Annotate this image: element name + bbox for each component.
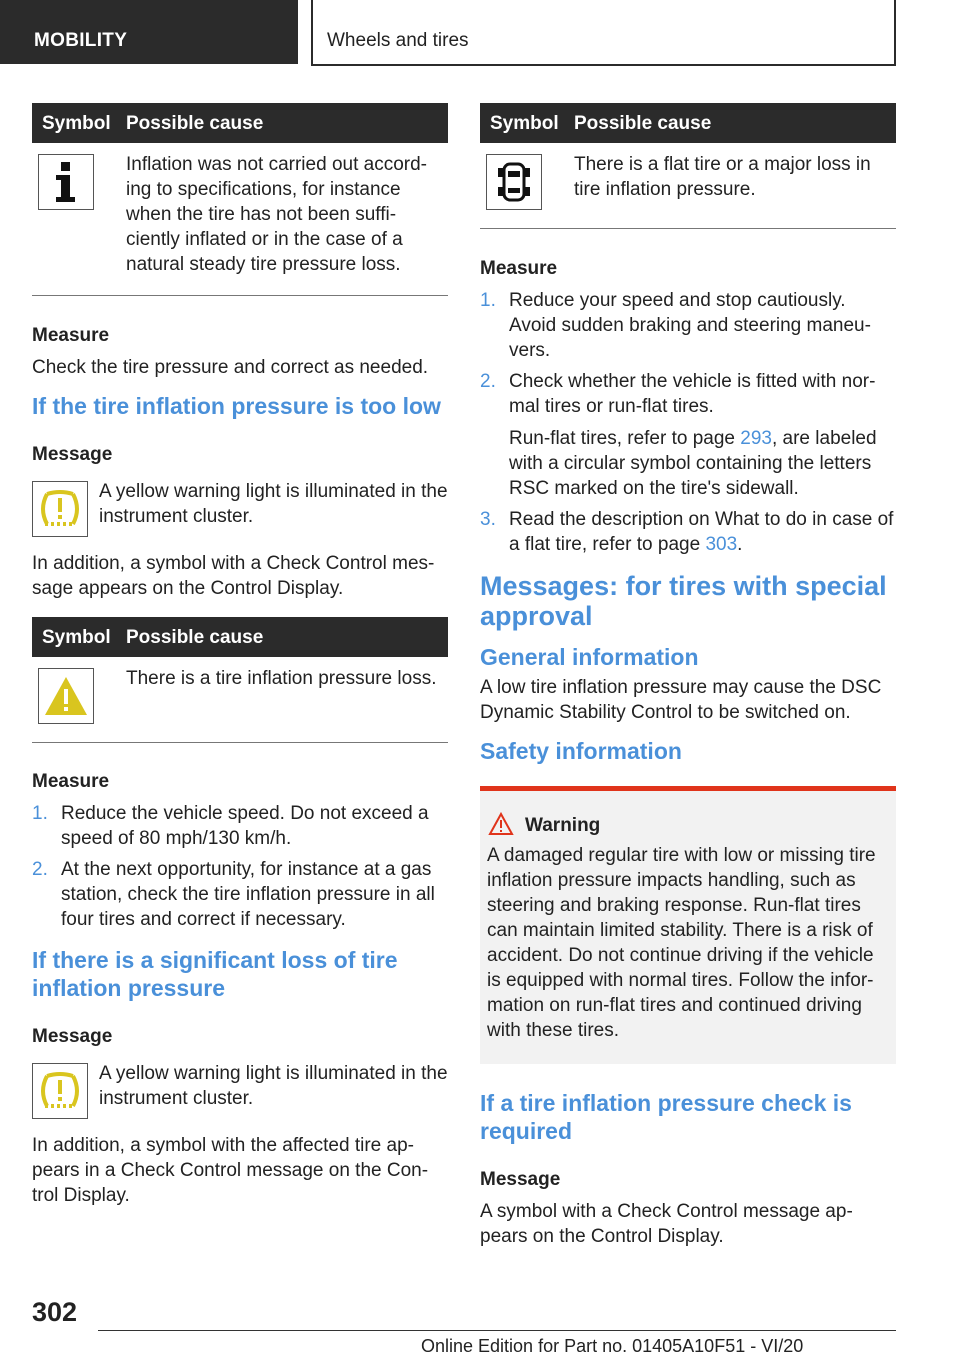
- col-symbol-header: Symbol: [32, 103, 126, 143]
- page-ref-link[interactable]: 303: [705, 534, 738, 555]
- warning-box: [480, 786, 896, 1064]
- edition-info: Online Edition for Part no. 01405A10F51 - VI/20: [421, 1336, 804, 1356]
- section-tab: MOBILITY: [0, 0, 298, 64]
- warning-title: Warning: [525, 815, 601, 836]
- message-label: Message: [32, 444, 113, 465]
- left-column: [32, 103, 448, 1208]
- cause-text: There is a flat tire or a major loss in tire inflation pressure.: [574, 143, 896, 229]
- step-item: [32, 857, 448, 932]
- chapter-tab: Wheels and tires: [311, 0, 896, 66]
- step-text: Reduce the vehicle speed. Do not exceed a speed of 80 mph/130 km/h.: [61, 803, 429, 849]
- car-flat-tire-icon: [486, 154, 542, 210]
- measure-steps: [480, 288, 896, 557]
- measure-text: Check the tire pressure and correct as needed.: [32, 357, 429, 378]
- step-number: 2.: [32, 859, 48, 880]
- message-label: Message: [480, 1169, 561, 1190]
- tire-pressure-warning-icon: [32, 481, 88, 537]
- message-text: A symbol with a Check Control message ap-pears on the Control Display.: [480, 1201, 853, 1247]
- warning-text: A damaged regular tire with low or missing tire inflation pressure impacts handling, such as steering and braking response. Run-flat tires can maintain limited stability. There is a risk of accident. Do not continue driving if the vehicle is equipped with normal tires. Follow the infor-mation on run-flat tires and continued driving with these tires.: [487, 845, 876, 1041]
- warning-triangle-icon: [487, 811, 515, 837]
- cause-text: Inflation was not carried out accord-ing to specifications, for instance when the tire has not been suffi-ciently inflated or in the case of a natural steady tire pressure loss.: [126, 143, 448, 296]
- measure-label: Measure: [32, 771, 110, 792]
- step-text: Read the description on What to do in case of a flat tire, refer to page: [509, 509, 894, 555]
- right-column: [480, 103, 896, 1249]
- measure-label: Measure: [480, 258, 558, 279]
- heading-safety-info: Safety information: [480, 738, 682, 764]
- message-row: [32, 1061, 448, 1125]
- step-item: [480, 507, 896, 557]
- heading-pressure-too-low: If the tire inflation pressure is too low: [32, 393, 441, 419]
- step-subtext: [509, 426, 896, 501]
- footer-divider: [98, 1330, 896, 1331]
- col-symbol-header: Symbol: [32, 617, 126, 657]
- general-text: A low tire inflation pressure may cause the DSC Dynamic Stability Control to be switched on.: [480, 677, 882, 723]
- heading-pressure-check: If a tire inflation pressure check is required: [480, 1090, 852, 1144]
- symbol-table-1: [32, 103, 448, 296]
- symbol-table-3: [480, 103, 896, 229]
- col-cause-header: Possible cause: [574, 103, 896, 143]
- heading-general-info: General information: [480, 644, 699, 670]
- message-text: A yellow warning light is illuminated in the instrument cluster.: [99, 481, 448, 527]
- heading-special-approval: Messages: for tires with special approval: [480, 571, 887, 631]
- step-item: [480, 369, 896, 501]
- message-row: [32, 479, 448, 543]
- step-number: 1.: [32, 803, 48, 824]
- symbol-table-2: [32, 617, 448, 743]
- step-text: At the next opportunity, for instance at a gas station, check the tire inflation pressure in all four tires and correct if necessary.: [61, 859, 435, 930]
- step-number: 1.: [480, 290, 496, 311]
- step-text: Reduce your speed and stop cautiously. Avoid sudden braking and steering maneu-vers.: [509, 290, 871, 361]
- addition-text: In addition, a symbol with the affected tire ap-pears in a Check Control message on the Con-trol Display.: [32, 1135, 429, 1206]
- warning-triangle-icon: [38, 668, 94, 724]
- step-item: [480, 288, 896, 363]
- tire-pressure-warning-icon: [32, 1063, 88, 1119]
- step-number: 3.: [480, 509, 496, 530]
- page-ref-link[interactable]: 293: [740, 428, 772, 449]
- col-symbol-header: Symbol: [480, 103, 574, 143]
- heading-significant-loss: If there is a significant loss of tire inflation pressure: [32, 947, 398, 1001]
- message-text: A yellow warning light is illuminated in the instrument cluster.: [99, 1063, 448, 1109]
- step-text: Check whether the vehicle is fitted with nor-mal tires or run-flat tires.: [509, 371, 876, 417]
- info-icon: [38, 154, 94, 210]
- cause-text: There is a tire inflation pressure loss.: [126, 657, 448, 743]
- warning-header: [487, 813, 889, 841]
- addition-text: In addition, a symbol with a Check Control mes-sage appears on the Control Display.: [32, 553, 435, 599]
- col-cause-header: Possible cause: [126, 103, 448, 143]
- step-number: 2.: [480, 371, 496, 392]
- message-label: Message: [32, 1026, 113, 1047]
- page-number: 302: [32, 1297, 78, 1327]
- measure-label: Measure: [32, 325, 110, 346]
- subtext-part: Run-flat tires, refer to page: [509, 428, 741, 449]
- subtext-part: , are labeled with a circular symbol containing the letters RSC marked on the tire's sidewall.: [509, 428, 877, 499]
- step-item: [32, 801, 448, 851]
- measure-steps: [32, 801, 448, 932]
- col-cause-header: Possible cause: [126, 617, 448, 657]
- step-text: .: [737, 534, 743, 555]
- page-header: [0, 0, 960, 66]
